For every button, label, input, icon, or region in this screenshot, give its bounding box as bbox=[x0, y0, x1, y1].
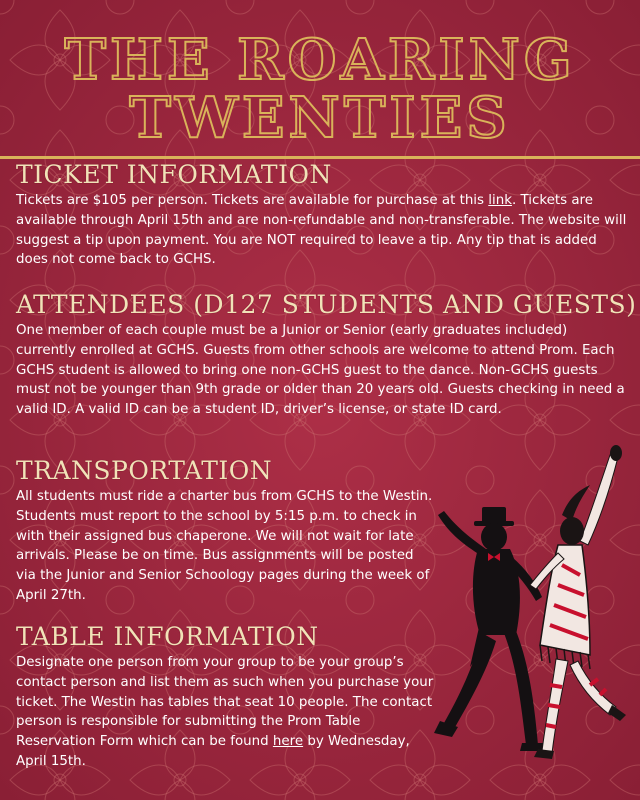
dancers-silhouette-illustration bbox=[430, 445, 640, 785]
title-line-2: TWENTIES bbox=[129, 85, 511, 151]
title-line-1: THE ROARING bbox=[64, 27, 576, 93]
transportation-section bbox=[16, 456, 436, 606]
table-paragraph bbox=[16, 653, 436, 772]
table-section bbox=[16, 622, 436, 772]
table-text-2: by Wednesday, April 15th. bbox=[16, 734, 410, 769]
title-divider bbox=[0, 156, 640, 159]
ticket-heading: TICKET INFORMATION bbox=[16, 160, 332, 189]
ticket-purchase-link[interactable]: link bbox=[488, 193, 512, 208]
attendees-heading: ATTENDEES (D127 STUDENTS AND GUESTS) bbox=[16, 290, 637, 319]
poster-title bbox=[0, 27, 640, 151]
ticket-text-2: . Tickets are available through April 15th and are non-refundable and non-transferable. The website will suggest a tip upon payment. You are NOT required to leave a tip. Any tip that is added does not come back to GCHS. bbox=[16, 193, 627, 268]
ticket-paragraph bbox=[16, 191, 628, 270]
transportation-paragraph: All students must ride a charter bus from GCHS to the Westin. Students must report to the school by 5:15 p.m. to check in with their assigned bus chaperone. We will not wait for late arrivals. Please be on time. Bus assignments will be posted via the Junior and Senior Schoology pages during the week of April 27th. bbox=[16, 489, 433, 603]
ticket-text-1: Tickets are $105 per person. Tickets are available for purchase at this bbox=[16, 193, 489, 208]
table-heading: TABLE INFORMATION bbox=[16, 622, 319, 651]
ticket-section bbox=[16, 160, 628, 270]
attendees-paragraph: One member of each couple must be a Junior or Senior (early graduates included) currently enrolled at GCHS. Guests from other schools are welcome to attend Prom. Each GCHS student is allowed to bring one non-GCHS guest to the dance. Non-GCHS guests must not be younger than 9th grade or older than 20 years old. Guests checking in need a valid ID. A valid ID can be a student ID, driver’s license, or state ID card. bbox=[16, 323, 625, 418]
table-form-link[interactable]: here bbox=[272, 734, 304, 750]
attendees-section bbox=[16, 290, 637, 420]
table-text-1: Designate one person from your group to be your group’s contact person and list them as such when you purchase your ticket. The Westin has tables that seat 10 people. The contact person is responsible for submitting the Prom Table Reservation Form which can be found bbox=[16, 655, 434, 750]
transportation-heading: TRANSPORTATION bbox=[16, 456, 273, 485]
